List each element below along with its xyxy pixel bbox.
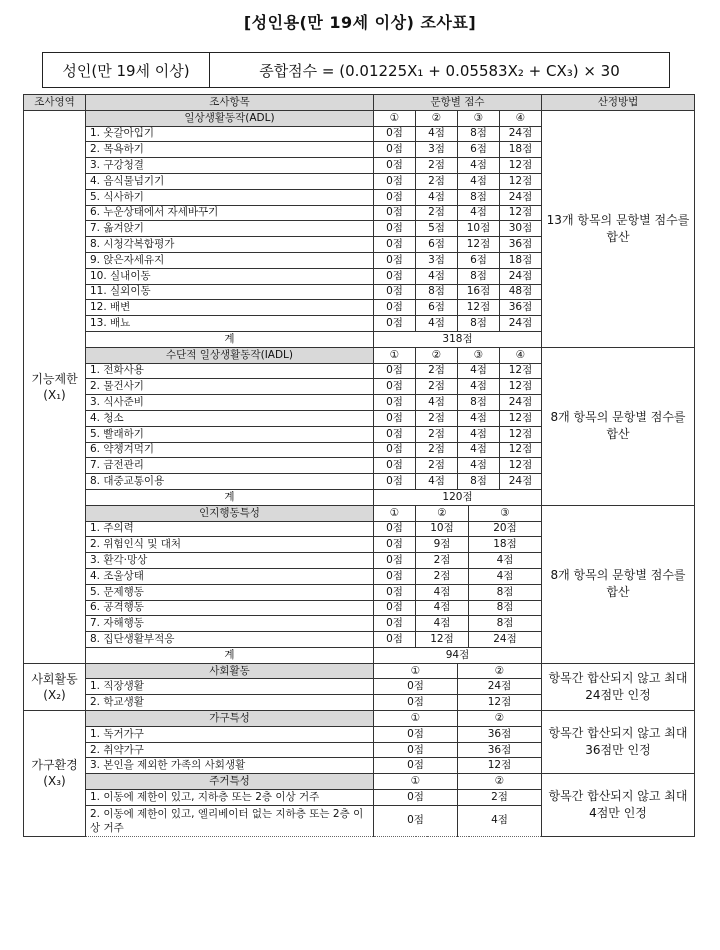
score-value: 4점 bbox=[469, 568, 542, 584]
score-value: 24점 bbox=[458, 679, 542, 695]
score-value: 9점 bbox=[416, 537, 469, 553]
score-value: 12점 bbox=[500, 442, 542, 458]
score-value: 4점 bbox=[458, 458, 500, 474]
total-label: 계 bbox=[86, 647, 374, 663]
formula-label: 성인(만 19세 이상) bbox=[43, 53, 210, 87]
total-label: 계 bbox=[86, 331, 374, 347]
item-label: 6. 공격행동 bbox=[86, 600, 374, 616]
item-label: 3. 환각·망상 bbox=[86, 553, 374, 569]
score-value: 10점 bbox=[458, 221, 500, 237]
score-value: 0점 bbox=[374, 142, 416, 158]
score-value: 36점 bbox=[500, 300, 542, 316]
score-value: 8점 bbox=[458, 189, 500, 205]
score-value: 18점 bbox=[500, 142, 542, 158]
score-value: 0점 bbox=[374, 300, 416, 316]
score-value: 0점 bbox=[374, 742, 458, 758]
area-label: 기능제한 (X₁) bbox=[24, 110, 86, 663]
formula-equation: 종합점수 = (0.01225X₁ + 0.05583X₂ + CX₃) × 30 bbox=[259, 61, 620, 80]
score-value: 4점 bbox=[416, 474, 458, 490]
section-title: 사회활동 bbox=[86, 663, 374, 679]
score-value: 12점 bbox=[416, 632, 469, 648]
total-value: 94점 bbox=[374, 647, 542, 663]
score-value: 8점 bbox=[458, 395, 500, 411]
score-value: 0점 bbox=[374, 758, 458, 774]
method-text: 항목간 합산되지 않고 최대 36점만 인정 bbox=[542, 711, 695, 774]
score-value: 0점 bbox=[374, 252, 416, 268]
score-value: 4점 bbox=[458, 805, 542, 836]
score-value: 0점 bbox=[374, 474, 416, 490]
item-label: 2. 위험인식 및 대처 bbox=[86, 537, 374, 553]
score-value: 4점 bbox=[416, 189, 458, 205]
item-label: 3. 식사준비 bbox=[86, 395, 374, 411]
score-value: 3점 bbox=[416, 252, 458, 268]
score-value: 0점 bbox=[374, 189, 416, 205]
score-value: 8점 bbox=[469, 616, 542, 632]
score-value: 4점 bbox=[458, 379, 500, 395]
item-label: 4. 조울상태 bbox=[86, 568, 374, 584]
item-label: 3. 본인을 제외한 가족의 사회생활 bbox=[86, 758, 374, 774]
item-label: 7. 금전관리 bbox=[86, 458, 374, 474]
score-value: 4점 bbox=[416, 268, 458, 284]
score-value: 10점 bbox=[416, 521, 469, 537]
score-value: 8점 bbox=[458, 474, 500, 490]
score-column-header: ① bbox=[374, 505, 416, 521]
score-value: 2점 bbox=[416, 442, 458, 458]
area-label: 가구환경 (X₃) bbox=[24, 711, 86, 837]
section-title-row bbox=[24, 110, 695, 126]
item-label: 3. 구강청결 bbox=[86, 158, 374, 174]
score-value: 12점 bbox=[458, 300, 500, 316]
score-value: 8점 bbox=[469, 600, 542, 616]
item-label: 1. 독거가구 bbox=[86, 726, 374, 742]
score-value: 0점 bbox=[374, 726, 458, 742]
section-title: 인지행동특성 bbox=[86, 505, 374, 521]
score-value: 0점 bbox=[374, 584, 416, 600]
score-value: 0점 bbox=[374, 316, 416, 332]
score-value: 4점 bbox=[458, 410, 500, 426]
score-value: 12점 bbox=[500, 158, 542, 174]
score-value: 24점 bbox=[500, 316, 542, 332]
item-label: 8. 대중교통이용 bbox=[86, 474, 374, 490]
score-column-header: ④ bbox=[500, 347, 542, 363]
score-value: 48점 bbox=[500, 284, 542, 300]
item-label: 1. 주의력 bbox=[86, 521, 374, 537]
item-label: 9. 앉은자세유지 bbox=[86, 252, 374, 268]
score-value: 4점 bbox=[416, 395, 458, 411]
score-value: 0점 bbox=[374, 442, 416, 458]
score-value: 0점 bbox=[374, 568, 416, 584]
score-value: 12점 bbox=[500, 458, 542, 474]
score-value: 4점 bbox=[458, 363, 500, 379]
score-value: 4점 bbox=[416, 584, 469, 600]
section-title: 일상생활동작(ADL) bbox=[86, 110, 374, 126]
score-value: 18점 bbox=[500, 252, 542, 268]
score-value: 12점 bbox=[500, 410, 542, 426]
score-column-header: ① bbox=[374, 711, 458, 727]
item-label: 4. 청소 bbox=[86, 410, 374, 426]
score-value: 0점 bbox=[374, 521, 416, 537]
score-value: 0점 bbox=[374, 695, 458, 711]
score-value: 0점 bbox=[374, 363, 416, 379]
score-value: 4점 bbox=[458, 205, 500, 221]
header-method: 산정방법 bbox=[542, 95, 695, 111]
score-column-header: ② bbox=[458, 663, 542, 679]
score-value: 2점 bbox=[416, 553, 469, 569]
score-value: 0점 bbox=[374, 237, 416, 253]
score-value: 4점 bbox=[416, 126, 458, 142]
item-label: 1. 직장생활 bbox=[86, 679, 374, 695]
item-label: 2. 취약가구 bbox=[86, 742, 374, 758]
score-value: 24점 bbox=[500, 126, 542, 142]
method-text: 8개 항목의 문항별 점수를 합산 bbox=[542, 347, 695, 505]
item-label: 8. 집단생활부적응 bbox=[86, 632, 374, 648]
item-label: 5. 빨래하기 bbox=[86, 426, 374, 442]
score-value: 2점 bbox=[416, 205, 458, 221]
score-value: 4점 bbox=[458, 158, 500, 174]
section-title-row bbox=[24, 711, 695, 727]
score-value: 2점 bbox=[416, 379, 458, 395]
score-value: 8점 bbox=[458, 316, 500, 332]
score-value: 0점 bbox=[374, 268, 416, 284]
score-value: 12점 bbox=[500, 363, 542, 379]
item-label: 12. 배변 bbox=[86, 300, 374, 316]
item-label: 6. 누운상태에서 자세바꾸기 bbox=[86, 205, 374, 221]
score-value: 30점 bbox=[500, 221, 542, 237]
score-column-header: ① bbox=[374, 663, 458, 679]
score-value: 2점 bbox=[416, 426, 458, 442]
method-text: 항목간 합산되지 않고 최대 24점만 인정 bbox=[542, 663, 695, 710]
item-label: 13. 배뇨 bbox=[86, 316, 374, 332]
item-label: 2. 이동에 제한이 있고, 엘리베이터 없는 지하층 또는 2층 이상 거주 bbox=[86, 805, 374, 836]
score-value: 6점 bbox=[458, 252, 500, 268]
score-value: 8점 bbox=[416, 284, 458, 300]
score-value: 12점 bbox=[500, 205, 542, 221]
score-value: 12점 bbox=[458, 237, 500, 253]
score-value: 5점 bbox=[416, 221, 458, 237]
score-value: 4점 bbox=[458, 442, 500, 458]
formula-box bbox=[42, 52, 670, 88]
score-column-header: ① bbox=[374, 347, 416, 363]
section-title-row bbox=[24, 347, 695, 363]
score-column-header: ② bbox=[458, 774, 542, 790]
score-value: 0점 bbox=[374, 221, 416, 237]
score-value: 0점 bbox=[374, 632, 416, 648]
item-label: 10. 실내이동 bbox=[86, 268, 374, 284]
score-column-header: ④ bbox=[500, 110, 542, 126]
section-title-row bbox=[24, 663, 695, 679]
score-column-header: ② bbox=[416, 347, 458, 363]
header-area: 조사영역 bbox=[24, 95, 86, 111]
score-value: 0점 bbox=[374, 158, 416, 174]
score-value: 12점 bbox=[500, 379, 542, 395]
score-value: 0점 bbox=[374, 553, 416, 569]
score-value: 24점 bbox=[500, 189, 542, 205]
score-value: 2점 bbox=[458, 790, 542, 806]
score-column-header: ② bbox=[458, 711, 542, 727]
item-label: 7. 자해행동 bbox=[86, 616, 374, 632]
score-value: 0점 bbox=[374, 790, 458, 806]
item-label: 2. 물건사기 bbox=[86, 379, 374, 395]
score-value: 12점 bbox=[458, 695, 542, 711]
score-value: 24점 bbox=[500, 395, 542, 411]
score-value: 4점 bbox=[416, 616, 469, 632]
score-value: 24점 bbox=[500, 474, 542, 490]
section-title: 주거특성 bbox=[86, 774, 374, 790]
header-item: 조사항목 bbox=[86, 95, 374, 111]
score-value: 6점 bbox=[416, 237, 458, 253]
score-value: 0점 bbox=[374, 805, 458, 836]
score-value: 0점 bbox=[374, 379, 416, 395]
score-column-header: ① bbox=[374, 110, 416, 126]
item-label: 1. 옷갈아입기 bbox=[86, 126, 374, 142]
score-value: 2점 bbox=[416, 173, 458, 189]
score-column-header: ① bbox=[374, 774, 458, 790]
score-column-header: ③ bbox=[469, 505, 542, 521]
score-value: 0점 bbox=[374, 458, 416, 474]
item-label: 1. 전화사용 bbox=[86, 363, 374, 379]
score-value: 16점 bbox=[458, 284, 500, 300]
item-label: 8. 시청각복합평가 bbox=[86, 237, 374, 253]
score-column-header: ③ bbox=[458, 347, 500, 363]
score-value: 36점 bbox=[458, 726, 542, 742]
score-value: 0점 bbox=[374, 395, 416, 411]
score-value: 12점 bbox=[458, 758, 542, 774]
score-value: 4점 bbox=[458, 426, 500, 442]
score-value: 12점 bbox=[500, 173, 542, 189]
score-value: 2점 bbox=[416, 410, 458, 426]
score-value: 4점 bbox=[469, 553, 542, 569]
score-value: 2점 bbox=[416, 158, 458, 174]
score-value: 2점 bbox=[416, 458, 458, 474]
header-score: 문항별 점수 bbox=[374, 95, 542, 111]
score-value: 24점 bbox=[469, 632, 542, 648]
score-value: 8점 bbox=[469, 584, 542, 600]
score-column-header: ③ bbox=[458, 110, 500, 126]
score-value: 0점 bbox=[374, 173, 416, 189]
score-value: 2점 bbox=[416, 568, 469, 584]
item-label: 2. 목욕하기 bbox=[86, 142, 374, 158]
section-title: 가구특성 bbox=[86, 711, 374, 727]
section-title: 수단적 일상생활동작(IADL) bbox=[86, 347, 374, 363]
score-value: 0점 bbox=[374, 426, 416, 442]
section-title-row bbox=[24, 505, 695, 521]
method-text: 13개 항목의 문항별 점수를 합산 bbox=[542, 110, 695, 347]
score-value: 0점 bbox=[374, 126, 416, 142]
score-value: 0점 bbox=[374, 284, 416, 300]
score-column-header: ② bbox=[416, 110, 458, 126]
score-value: 8점 bbox=[458, 126, 500, 142]
item-label: 2. 학교생활 bbox=[86, 695, 374, 711]
item-label: 7. 옮겨앉기 bbox=[86, 221, 374, 237]
total-label: 계 bbox=[86, 489, 374, 505]
score-value: 36점 bbox=[500, 237, 542, 253]
survey-table bbox=[23, 94, 695, 837]
score-value: 18점 bbox=[469, 537, 542, 553]
total-value: 120점 bbox=[374, 489, 542, 505]
score-value: 2점 bbox=[416, 363, 458, 379]
document-title: [성인용(만 19세 이상) 조사표] bbox=[243, 13, 477, 32]
table-header-row bbox=[24, 95, 695, 111]
item-label: 11. 실외이동 bbox=[86, 284, 374, 300]
score-value: 0점 bbox=[374, 410, 416, 426]
item-label: 6. 약챙겨먹기 bbox=[86, 442, 374, 458]
score-value: 36점 bbox=[458, 742, 542, 758]
score-value: 4점 bbox=[416, 600, 469, 616]
score-value: 4점 bbox=[416, 316, 458, 332]
item-label: 5. 문제행동 bbox=[86, 584, 374, 600]
score-value: 0점 bbox=[374, 679, 458, 695]
score-value: 6점 bbox=[416, 300, 458, 316]
score-value: 12점 bbox=[500, 426, 542, 442]
score-value: 4점 bbox=[458, 173, 500, 189]
score-value: 0점 bbox=[374, 616, 416, 632]
method-text: 8개 항목의 문항별 점수를 합산 bbox=[542, 505, 695, 663]
area-label: 사회활동 (X₂) bbox=[24, 663, 86, 710]
score-value: 20점 bbox=[469, 521, 542, 537]
score-value: 8점 bbox=[458, 268, 500, 284]
score-value: 6점 bbox=[458, 142, 500, 158]
section-title-row bbox=[24, 774, 695, 790]
score-value: 0점 bbox=[374, 537, 416, 553]
score-value: 0점 bbox=[374, 600, 416, 616]
score-value: 24점 bbox=[500, 268, 542, 284]
item-label: 5. 식사하기 bbox=[86, 189, 374, 205]
score-column-header: ② bbox=[416, 505, 469, 521]
item-label: 4. 음식물넘기기 bbox=[86, 173, 374, 189]
method-text: 항목간 합산되지 않고 최대 4점만 인정 bbox=[542, 774, 695, 837]
score-value: 3점 bbox=[416, 142, 458, 158]
total-value: 318점 bbox=[374, 331, 542, 347]
score-value: 0점 bbox=[374, 205, 416, 221]
item-label: 1. 이동에 제한이 있고, 지하층 또는 2층 이상 거주 bbox=[86, 790, 374, 806]
